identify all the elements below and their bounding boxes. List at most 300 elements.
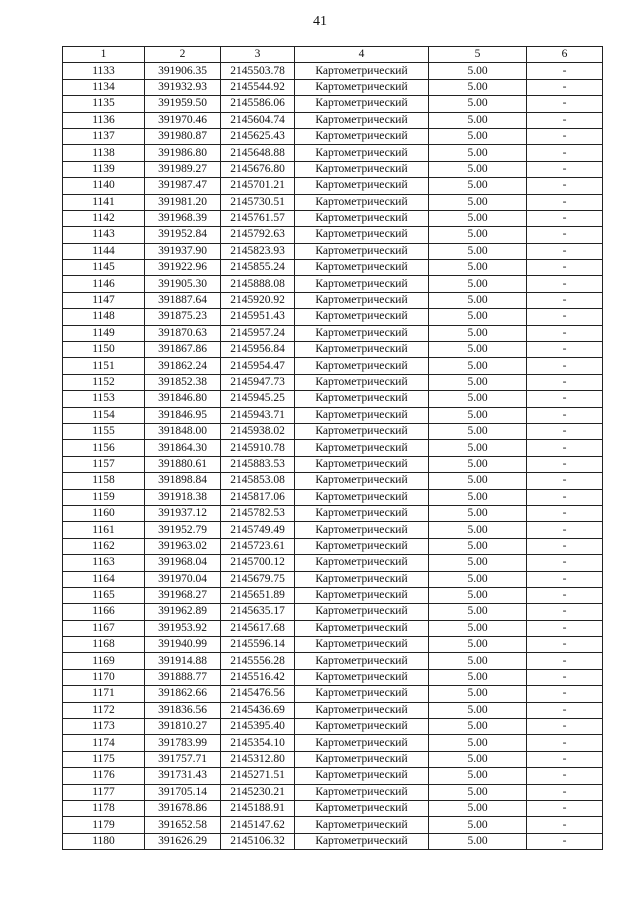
x-coordinate-cell: 391918.38 — [145, 489, 221, 505]
table-row — [63, 669, 603, 685]
method-cell: Картометрический — [295, 391, 429, 407]
point-number-cell: 1167 — [63, 620, 145, 636]
table-row — [63, 63, 603, 79]
description-cell: - — [527, 161, 603, 177]
y-coordinate-cell: 2145730.51 — [221, 194, 295, 210]
x-coordinate-cell: 391970.04 — [145, 571, 221, 587]
y-coordinate-cell: 2145792.63 — [221, 227, 295, 243]
accuracy-cell: 5.00 — [429, 440, 527, 456]
method-cell: Картометрический — [295, 555, 429, 571]
x-coordinate-cell: 391846.95 — [145, 407, 221, 423]
description-cell: - — [527, 145, 603, 161]
description-cell: - — [527, 423, 603, 439]
y-coordinate-cell: 2145723.61 — [221, 538, 295, 554]
column-header: 6 — [527, 47, 603, 63]
y-coordinate-cell: 2145855.24 — [221, 260, 295, 276]
y-coordinate-cell: 2145679.75 — [221, 571, 295, 587]
accuracy-cell: 5.00 — [429, 374, 527, 390]
point-number-cell: 1160 — [63, 505, 145, 521]
point-number-cell: 1155 — [63, 423, 145, 439]
y-coordinate-cell: 2145354.10 — [221, 735, 295, 751]
method-cell: Картометрический — [295, 161, 429, 177]
method-cell: Картометрический — [295, 63, 429, 79]
method-cell: Картометрический — [295, 79, 429, 95]
table-body — [63, 63, 603, 850]
description-cell: - — [527, 702, 603, 718]
accuracy-cell: 5.00 — [429, 686, 527, 702]
description-cell: - — [527, 210, 603, 226]
accuracy-cell: 5.00 — [429, 63, 527, 79]
description-cell: - — [527, 473, 603, 489]
method-cell: Картометрический — [295, 112, 429, 128]
x-coordinate-cell: 391810.27 — [145, 719, 221, 735]
point-number-cell: 1134 — [63, 79, 145, 95]
x-coordinate-cell: 391922.96 — [145, 260, 221, 276]
description-cell: - — [527, 276, 603, 292]
method-cell: Картометрический — [295, 358, 429, 374]
table-row — [63, 210, 603, 226]
x-coordinate-cell: 391914.88 — [145, 653, 221, 669]
accuracy-cell: 5.00 — [429, 342, 527, 358]
description-cell: - — [527, 784, 603, 800]
y-coordinate-cell: 2145556.28 — [221, 653, 295, 669]
y-coordinate-cell: 2145188.91 — [221, 800, 295, 816]
point-number-cell: 1180 — [63, 833, 145, 849]
x-coordinate-cell: 391898.84 — [145, 473, 221, 489]
table-row — [63, 440, 603, 456]
table-row — [63, 260, 603, 276]
description-cell: - — [527, 751, 603, 767]
method-cell: Картометрический — [295, 800, 429, 816]
accuracy-cell: 5.00 — [429, 784, 527, 800]
x-coordinate-cell: 391962.89 — [145, 604, 221, 620]
y-coordinate-cell: 2145395.40 — [221, 719, 295, 735]
point-number-cell: 1138 — [63, 145, 145, 161]
method-cell: Картометрический — [295, 686, 429, 702]
point-number-cell: 1153 — [63, 391, 145, 407]
table-row — [63, 145, 603, 161]
accuracy-cell: 5.00 — [429, 145, 527, 161]
point-number-cell: 1161 — [63, 522, 145, 538]
y-coordinate-cell: 2145700.12 — [221, 555, 295, 571]
accuracy-cell: 5.00 — [429, 571, 527, 587]
description-cell: - — [527, 227, 603, 243]
point-number-cell: 1139 — [63, 161, 145, 177]
point-number-cell: 1151 — [63, 358, 145, 374]
point-number-cell: 1140 — [63, 178, 145, 194]
column-header: 3 — [221, 47, 295, 63]
description-cell: - — [527, 358, 603, 374]
table-row — [63, 637, 603, 653]
y-coordinate-cell: 2145648.88 — [221, 145, 295, 161]
table-row — [63, 571, 603, 587]
y-coordinate-cell: 2145943.71 — [221, 407, 295, 423]
y-coordinate-cell: 2145888.08 — [221, 276, 295, 292]
point-number-cell: 1141 — [63, 194, 145, 210]
x-coordinate-cell: 391986.80 — [145, 145, 221, 161]
table-row — [63, 653, 603, 669]
x-coordinate-cell: 391968.39 — [145, 210, 221, 226]
table-row — [63, 489, 603, 505]
x-coordinate-cell: 391848.00 — [145, 423, 221, 439]
table-row — [63, 555, 603, 571]
x-coordinate-cell: 391940.99 — [145, 637, 221, 653]
x-coordinate-cell: 391862.24 — [145, 358, 221, 374]
table-row — [63, 735, 603, 751]
point-number-cell: 1168 — [63, 637, 145, 653]
accuracy-cell: 5.00 — [429, 751, 527, 767]
x-coordinate-cell: 391862.66 — [145, 686, 221, 702]
description-cell: - — [527, 604, 603, 620]
table-row — [63, 719, 603, 735]
y-coordinate-cell: 2145761.57 — [221, 210, 295, 226]
method-cell: Картометрический — [295, 833, 429, 849]
accuracy-cell: 5.00 — [429, 260, 527, 276]
accuracy-cell: 5.00 — [429, 194, 527, 210]
method-cell: Картометрический — [295, 145, 429, 161]
point-number-cell: 1179 — [63, 817, 145, 833]
accuracy-cell: 5.00 — [429, 473, 527, 489]
description-cell: - — [527, 833, 603, 849]
table-row — [63, 800, 603, 816]
x-coordinate-cell: 391987.47 — [145, 178, 221, 194]
point-number-cell: 1164 — [63, 571, 145, 587]
method-cell: Картометрический — [295, 194, 429, 210]
method-cell: Картометрический — [295, 653, 429, 669]
y-coordinate-cell: 2145544.92 — [221, 79, 295, 95]
table-row — [63, 194, 603, 210]
y-coordinate-cell: 2145651.89 — [221, 587, 295, 603]
method-cell: Картометрический — [295, 669, 429, 685]
table-row — [63, 276, 603, 292]
x-coordinate-cell: 391852.38 — [145, 374, 221, 390]
table-row — [63, 325, 603, 341]
y-coordinate-cell: 2145938.02 — [221, 423, 295, 439]
y-coordinate-cell: 2145951.43 — [221, 309, 295, 325]
description-cell: - — [527, 719, 603, 735]
method-cell: Картометрический — [295, 128, 429, 144]
point-number-cell: 1137 — [63, 128, 145, 144]
x-coordinate-cell: 391989.27 — [145, 161, 221, 177]
y-coordinate-cell: 2145596.14 — [221, 637, 295, 653]
point-number-cell: 1172 — [63, 702, 145, 718]
method-cell: Картометрический — [295, 489, 429, 505]
column-header: 1 — [63, 47, 145, 63]
y-coordinate-cell: 2145635.17 — [221, 604, 295, 620]
accuracy-cell: 5.00 — [429, 555, 527, 571]
description-cell: - — [527, 522, 603, 538]
method-cell: Картометрический — [295, 178, 429, 194]
table-row — [63, 817, 603, 833]
y-coordinate-cell: 2145956.84 — [221, 342, 295, 358]
table-row — [63, 161, 603, 177]
x-coordinate-cell: 391906.35 — [145, 63, 221, 79]
x-coordinate-cell: 391959.50 — [145, 96, 221, 112]
method-cell: Картометрический — [295, 456, 429, 472]
description-cell: - — [527, 587, 603, 603]
point-number-cell: 1177 — [63, 784, 145, 800]
description-cell: - — [527, 768, 603, 784]
x-coordinate-cell: 391678.86 — [145, 800, 221, 816]
point-number-cell: 1169 — [63, 653, 145, 669]
accuracy-cell: 5.00 — [429, 538, 527, 554]
y-coordinate-cell: 2145617.68 — [221, 620, 295, 636]
description-cell: - — [527, 178, 603, 194]
accuracy-cell: 5.00 — [429, 128, 527, 144]
table-row — [63, 96, 603, 112]
method-cell: Картометрический — [295, 473, 429, 489]
table-row — [63, 538, 603, 554]
accuracy-cell: 5.00 — [429, 505, 527, 521]
table-row — [63, 128, 603, 144]
point-number-cell: 1144 — [63, 243, 145, 259]
point-number-cell: 1142 — [63, 210, 145, 226]
method-cell: Картометрический — [295, 423, 429, 439]
y-coordinate-cell: 2145625.43 — [221, 128, 295, 144]
method-cell: Картометрический — [295, 538, 429, 554]
description-cell: - — [527, 407, 603, 423]
x-coordinate-cell: 391937.90 — [145, 243, 221, 259]
table-row — [63, 587, 603, 603]
table-row — [63, 505, 603, 521]
y-coordinate-cell: 2145823.93 — [221, 243, 295, 259]
description-cell: - — [527, 325, 603, 341]
y-coordinate-cell: 2145230.21 — [221, 784, 295, 800]
x-coordinate-cell: 391980.87 — [145, 128, 221, 144]
x-coordinate-cell: 391705.14 — [145, 784, 221, 800]
description-cell: - — [527, 653, 603, 669]
x-coordinate-cell: 391731.43 — [145, 768, 221, 784]
description-cell: - — [527, 735, 603, 751]
y-coordinate-cell: 2145910.78 — [221, 440, 295, 456]
point-number-cell: 1133 — [63, 63, 145, 79]
description-cell: - — [527, 489, 603, 505]
description-cell: - — [527, 292, 603, 308]
description-cell: - — [527, 555, 603, 571]
x-coordinate-cell: 391981.20 — [145, 194, 221, 210]
point-number-cell: 1158 — [63, 473, 145, 489]
y-coordinate-cell: 2145701.21 — [221, 178, 295, 194]
x-coordinate-cell: 391968.27 — [145, 587, 221, 603]
description-cell: - — [527, 686, 603, 702]
x-coordinate-cell: 391867.86 — [145, 342, 221, 358]
point-number-cell: 1143 — [63, 227, 145, 243]
accuracy-cell: 5.00 — [429, 276, 527, 292]
description-cell: - — [527, 800, 603, 816]
accuracy-cell: 5.00 — [429, 637, 527, 653]
method-cell: Картометрический — [295, 407, 429, 423]
method-cell: Картометрический — [295, 325, 429, 341]
point-number-cell: 1176 — [63, 768, 145, 784]
accuracy-cell: 5.00 — [429, 391, 527, 407]
x-coordinate-cell: 391887.64 — [145, 292, 221, 308]
method-cell: Картометрический — [295, 587, 429, 603]
x-coordinate-cell: 391870.63 — [145, 325, 221, 341]
point-number-cell: 1174 — [63, 735, 145, 751]
x-coordinate-cell: 391836.56 — [145, 702, 221, 718]
point-number-cell: 1135 — [63, 96, 145, 112]
description-cell: - — [527, 260, 603, 276]
method-cell: Картометрический — [295, 96, 429, 112]
y-coordinate-cell: 2145516.42 — [221, 669, 295, 685]
column-header: 2 — [145, 47, 221, 63]
description-cell: - — [527, 342, 603, 358]
x-coordinate-cell: 391970.46 — [145, 112, 221, 128]
description-cell: - — [527, 505, 603, 521]
accuracy-cell: 5.00 — [429, 456, 527, 472]
point-number-cell: 1170 — [63, 669, 145, 685]
x-coordinate-cell: 391932.93 — [145, 79, 221, 95]
y-coordinate-cell: 2145586.06 — [221, 96, 295, 112]
accuracy-cell: 5.00 — [429, 653, 527, 669]
x-coordinate-cell: 391846.80 — [145, 391, 221, 407]
table-row — [63, 178, 603, 194]
description-cell: - — [527, 243, 603, 259]
point-number-cell: 1163 — [63, 555, 145, 571]
method-cell: Картометрический — [295, 210, 429, 226]
table-row — [63, 342, 603, 358]
method-cell: Картометрический — [295, 309, 429, 325]
method-cell: Картометрический — [295, 719, 429, 735]
method-cell: Картометрический — [295, 637, 429, 653]
table-row — [63, 292, 603, 308]
x-coordinate-cell: 391783.99 — [145, 735, 221, 751]
accuracy-cell: 5.00 — [429, 227, 527, 243]
method-cell: Картометрический — [295, 620, 429, 636]
table-row — [63, 374, 603, 390]
x-coordinate-cell: 391626.29 — [145, 833, 221, 849]
y-coordinate-cell: 2145957.24 — [221, 325, 295, 341]
x-coordinate-cell: 391880.61 — [145, 456, 221, 472]
table-row — [63, 620, 603, 636]
x-coordinate-cell: 391757.71 — [145, 751, 221, 767]
description-cell: - — [527, 63, 603, 79]
accuracy-cell: 5.00 — [429, 604, 527, 620]
x-coordinate-cell: 391937.12 — [145, 505, 221, 521]
accuracy-cell: 5.00 — [429, 79, 527, 95]
coordinates-table — [62, 46, 603, 850]
description-cell: - — [527, 96, 603, 112]
point-number-cell: 1149 — [63, 325, 145, 341]
description-cell: - — [527, 620, 603, 636]
point-number-cell: 1156 — [63, 440, 145, 456]
point-number-cell: 1173 — [63, 719, 145, 735]
column-header: 4 — [295, 47, 429, 63]
accuracy-cell: 5.00 — [429, 407, 527, 423]
point-number-cell: 1154 — [63, 407, 145, 423]
y-coordinate-cell: 2145817.06 — [221, 489, 295, 505]
table-row — [63, 358, 603, 374]
accuracy-cell: 5.00 — [429, 800, 527, 816]
y-coordinate-cell: 2145954.47 — [221, 358, 295, 374]
accuracy-cell: 5.00 — [429, 522, 527, 538]
column-header: 5 — [429, 47, 527, 63]
point-number-cell: 1178 — [63, 800, 145, 816]
point-number-cell: 1166 — [63, 604, 145, 620]
point-number-cell: 1145 — [63, 260, 145, 276]
table-row — [63, 79, 603, 95]
y-coordinate-cell: 2145503.78 — [221, 63, 295, 79]
accuracy-cell: 5.00 — [429, 423, 527, 439]
y-coordinate-cell: 2145676.80 — [221, 161, 295, 177]
x-coordinate-cell: 391864.30 — [145, 440, 221, 456]
method-cell: Картометрический — [295, 374, 429, 390]
method-cell: Картометрический — [295, 276, 429, 292]
table-row — [63, 243, 603, 259]
accuracy-cell: 5.00 — [429, 833, 527, 849]
y-coordinate-cell: 2145106.32 — [221, 833, 295, 849]
point-number-cell: 1165 — [63, 587, 145, 603]
accuracy-cell: 5.00 — [429, 768, 527, 784]
method-cell: Картометрический — [295, 784, 429, 800]
description-cell: - — [527, 79, 603, 95]
table-row — [63, 227, 603, 243]
description-cell: - — [527, 637, 603, 653]
description-cell: - — [527, 456, 603, 472]
accuracy-cell: 5.00 — [429, 96, 527, 112]
accuracy-cell: 5.00 — [429, 735, 527, 751]
table-row — [63, 833, 603, 849]
accuracy-cell: 5.00 — [429, 587, 527, 603]
description-cell: - — [527, 309, 603, 325]
table-row — [63, 407, 603, 423]
x-coordinate-cell: 391952.84 — [145, 227, 221, 243]
accuracy-cell: 5.00 — [429, 178, 527, 194]
point-number-cell: 1157 — [63, 456, 145, 472]
method-cell: Картометрический — [295, 292, 429, 308]
x-coordinate-cell: 391952.79 — [145, 522, 221, 538]
x-coordinate-cell: 391905.30 — [145, 276, 221, 292]
x-coordinate-cell: 391953.92 — [145, 620, 221, 636]
point-number-cell: 1150 — [63, 342, 145, 358]
page-number: 41 — [313, 14, 327, 29]
accuracy-cell: 5.00 — [429, 358, 527, 374]
point-number-cell: 1148 — [63, 309, 145, 325]
y-coordinate-cell: 2145604.74 — [221, 112, 295, 128]
accuracy-cell: 5.00 — [429, 817, 527, 833]
point-number-cell: 1175 — [63, 751, 145, 767]
y-coordinate-cell: 2145920.92 — [221, 292, 295, 308]
table-row — [63, 423, 603, 439]
table-row — [63, 784, 603, 800]
accuracy-cell: 5.00 — [429, 243, 527, 259]
y-coordinate-cell: 2145476.56 — [221, 686, 295, 702]
y-coordinate-cell: 2145947.73 — [221, 374, 295, 390]
x-coordinate-cell: 391652.58 — [145, 817, 221, 833]
table-row — [63, 309, 603, 325]
y-coordinate-cell: 2145782.53 — [221, 505, 295, 521]
table-row — [63, 391, 603, 407]
method-cell: Картометрический — [295, 505, 429, 521]
table-row — [63, 473, 603, 489]
method-cell: Картометрический — [295, 768, 429, 784]
accuracy-cell: 5.00 — [429, 719, 527, 735]
method-cell: Картометрический — [295, 735, 429, 751]
table-header-row — [63, 47, 603, 63]
accuracy-cell: 5.00 — [429, 112, 527, 128]
table-row — [63, 768, 603, 784]
point-number-cell: 1152 — [63, 374, 145, 390]
accuracy-cell: 5.00 — [429, 669, 527, 685]
table-row — [63, 456, 603, 472]
point-number-cell: 1171 — [63, 686, 145, 702]
y-coordinate-cell: 2145271.51 — [221, 768, 295, 784]
method-cell: Картометрический — [295, 342, 429, 358]
accuracy-cell: 5.00 — [429, 489, 527, 505]
accuracy-cell: 5.00 — [429, 309, 527, 325]
description-cell: - — [527, 440, 603, 456]
method-cell: Картометрический — [295, 604, 429, 620]
